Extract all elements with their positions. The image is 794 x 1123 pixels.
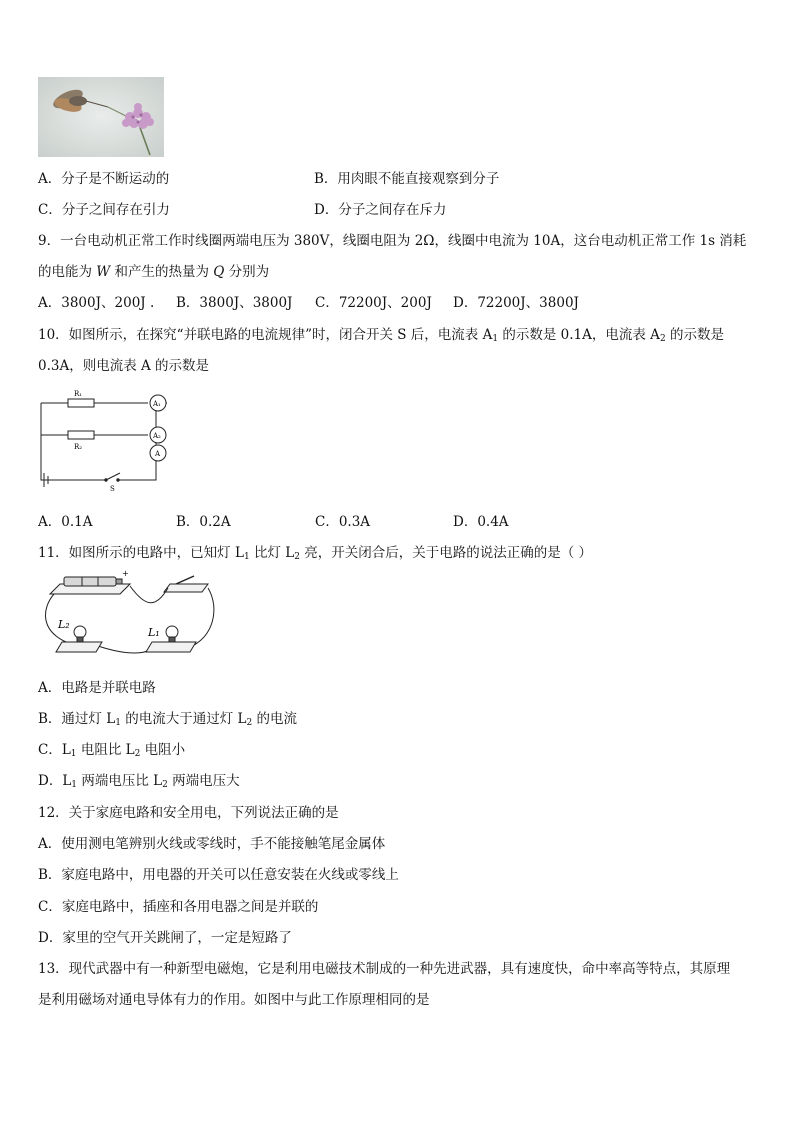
label-a: A — [155, 450, 161, 458]
q9-option-c: C．72200J、200J — [315, 295, 432, 311]
q8-option-a: A．分子是不断运动的 — [38, 171, 170, 187]
q8-option-d: D．分子之间存在斥力 — [314, 202, 447, 218]
q10-option-b: B．0.2A — [176, 514, 231, 530]
lamp-circuit-diagram — [38, 568, 218, 664]
q11-option-c: C．$L_1$ 电阻比 $L_2$ 电阻小 — [38, 742, 186, 759]
q10-option-a: A．0.1A — [38, 514, 93, 530]
q12-stem: 12．关于家庭电路和安全用电，下列说法正确的是 — [38, 805, 339, 821]
q13-stem-line1: 13．现代武器中有一种新型电磁炮，它是利用电磁技术制成的一种先进武器，具有速度快，命中率高等特点，其原理 — [38, 961, 731, 977]
q12-option-b: B．家庭电路中，用电器的开关可以任意安装在火线或零线上 — [38, 867, 399, 883]
q11-option-a: A．电路是并联电路 — [38, 680, 156, 696]
q9-option-a: A．3800J、200J . — [38, 295, 155, 311]
label-a2: A₂ — [153, 432, 161, 440]
q10-stem-line1: 10．如图所示，在探究“并联电路的电流规律”时，闭合开关 S 后，电流表 $A_1$ 的示数是 0.1A，电流表 $A_2$ 的示数是 — [38, 327, 724, 344]
q12-option-c: C．家庭电路中，插座和各用电器之间是并联的 — [38, 899, 319, 915]
q11-stem: 11．如图所示的电路中，已知灯 $L_1$ 比灯 $L_2$ 亮，开关闭合后，关于电路的说法正确的是（ ） — [38, 545, 593, 562]
q11-option-d: D．$L_1$ 两端电压比 $L_2$ 两端电压大 — [38, 773, 240, 790]
q11-option-b: B．通过灯 $L_1$ 的电流大于通过灯 $L_2$ 的电流 — [38, 711, 298, 728]
label-a1: A₁ — [153, 400, 161, 408]
q10-option-d: D．0.4A — [453, 514, 509, 530]
label-l1: L₁ — [148, 626, 160, 639]
q9-option-b: B．3800J、3800J — [176, 295, 293, 311]
q13-stem-line2: 是利用磁场对通电导体有力的作用。如图中与此工作原理相同的是 — [38, 992, 430, 1008]
q8-option-c: C．分子之间存在引力 — [38, 202, 170, 218]
label-l2: L₂ — [58, 618, 70, 631]
label-r1: R₁ — [74, 390, 83, 398]
label-plus: + — [122, 569, 129, 578]
q12-option-d: D．家里的空气开关跳闸了，一定是短路了 — [38, 930, 292, 946]
q12-option-a: A．使用测电笔辨别火线或零线时，手不能接触笔尾金属体 — [38, 836, 386, 852]
q9-stem-line1: 9．一台电动机正常工作时线圈两端电压为 380V，线圈电阻为 2Ω，线圈中电流为 10A，这台电动机正常工作 1s 消耗 — [38, 233, 747, 249]
label-r2: R₂ — [74, 443, 83, 451]
q10-stem-line2: 0.3A，则电流表 A 的示数是 — [38, 358, 210, 374]
label-s: S — [110, 485, 115, 493]
q9-stem-line2: 的电能为 W 和产生的热量为 Q 分别为 — [38, 264, 270, 280]
moth-flower-photo — [38, 77, 164, 157]
q10-option-c: C．0.3A — [315, 514, 371, 530]
q8-option-b: B．用肉眼不能直接观察到分子 — [314, 171, 500, 187]
q9-option-d: D．72200J、3800J — [453, 295, 579, 311]
parallel-circuit-diagram — [36, 383, 186, 493]
